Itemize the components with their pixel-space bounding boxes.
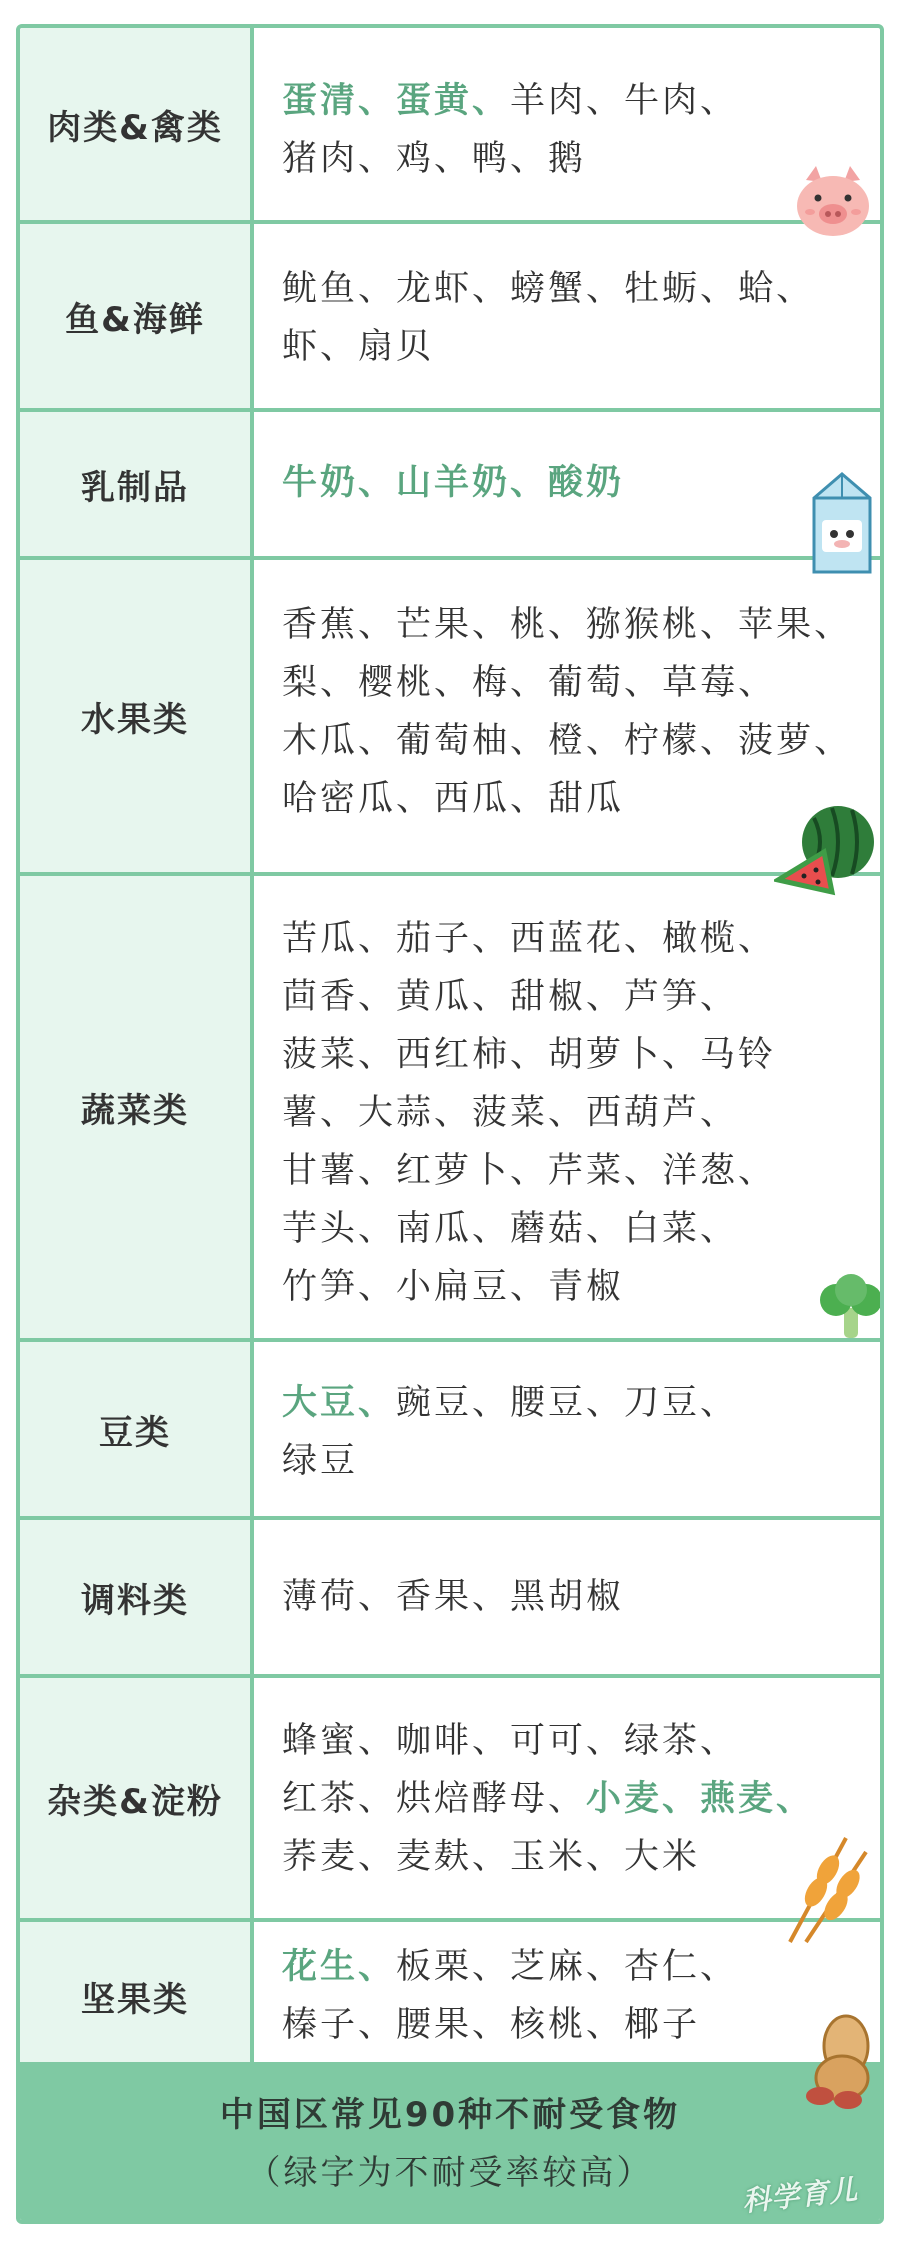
food-item: 蛋清、 (282, 81, 397, 121)
food-item: 芋头、 (282, 1209, 397, 1249)
category-label: 鱼&海鲜 (20, 224, 254, 408)
table-row-fish-seafood (20, 224, 880, 412)
food-item: 小扁豆、 (396, 1267, 549, 1307)
food-item: 蜂蜜、 (282, 1721, 397, 1761)
food-item: 白菜、 (624, 1209, 739, 1249)
food-item: 鹅 (548, 139, 587, 179)
food-item: 甜瓜 (548, 779, 625, 819)
food-item: 牛奶、 (282, 463, 397, 503)
food-item: 菠萝、 (738, 721, 853, 761)
food-item: 茴香、 (282, 977, 397, 1017)
food-item: 胡萝卜、 (548, 1035, 701, 1075)
food-item: 桃、 (510, 605, 587, 645)
food-item: 梅、 (472, 663, 549, 703)
food-item: 橄榄、 (662, 919, 777, 959)
food-item: 刀豆、 (624, 1383, 739, 1423)
table-row-nuts (20, 1922, 880, 2070)
food-item: 梨、 (282, 663, 359, 703)
food-item: 木瓜、 (282, 721, 397, 761)
food-item: 苦瓜、 (282, 919, 397, 959)
food-item: 马铃 (700, 1035, 777, 1075)
food-list (282, 1568, 860, 1626)
food-item: 羊肉、 (510, 81, 625, 121)
table-row-beans (20, 1342, 880, 1520)
category-label: 乳制品 (20, 412, 254, 556)
food-item: 黄瓜、 (396, 977, 511, 1017)
table-row-seasonings (20, 1520, 880, 1678)
food-item: 扇贝 (358, 327, 435, 367)
food-item: 薄荷、 (282, 1577, 397, 1617)
food-item: 青椒 (548, 1267, 625, 1307)
food-item: 洋葱、 (662, 1151, 777, 1191)
food-item: 甜椒、 (510, 977, 625, 1017)
food-item: 樱桃、 (358, 663, 473, 703)
food-item: 鸡、 (396, 139, 473, 179)
table-row-fruits (20, 560, 880, 876)
category-label: 调料类 (20, 1520, 254, 1674)
food-item: 猪肉、 (282, 139, 397, 179)
food-list (282, 1374, 860, 1490)
food-item: 芝麻、 (510, 1947, 625, 1987)
food-item: 荞麦、 (282, 1837, 397, 1877)
food-item: 西红柿、 (396, 1035, 549, 1075)
category-label: 蔬菜类 (20, 876, 254, 1338)
food-item: 牛肉、 (624, 81, 739, 121)
food-item: 猕猴桃、 (586, 605, 739, 645)
food-item: 虾、 (282, 327, 359, 367)
food-item: 腰果、 (396, 2005, 511, 2045)
food-list (282, 1712, 860, 1886)
food-item: 山羊奶、 (396, 463, 549, 503)
food-item: 绿豆 (282, 1441, 359, 1481)
food-item: 大豆、 (282, 1383, 397, 1423)
food-intolerance-table (16, 24, 884, 2224)
table-row-dairy (20, 412, 880, 560)
category-label: 肉类&禽类 (20, 28, 254, 220)
food-list (282, 910, 860, 1316)
food-item: 哈密瓜、 (282, 779, 435, 819)
food-item: 椰子 (624, 2005, 701, 2045)
food-item: 绿茶、 (624, 1721, 739, 1761)
food-item: 甘薯、 (282, 1151, 397, 1191)
food-item: 核桃、 (510, 2005, 625, 2045)
food-item: 大米 (624, 1837, 701, 1877)
food-item: 香蕉、 (282, 605, 397, 645)
food-item: 杏仁、 (624, 1947, 739, 1987)
watermark-logo: 科学育儿 (740, 2173, 860, 2218)
food-item: 草莓、 (662, 663, 777, 703)
peanut-icon (796, 2012, 884, 2112)
table-row-meat-poultry (20, 28, 880, 224)
table-row-vegetables (20, 876, 880, 1342)
food-item: 榛子、 (282, 2005, 397, 2045)
food-item: 龙虾、 (396, 269, 511, 309)
food-item: 蛋黄、 (396, 81, 511, 121)
food-item: 芹菜、 (548, 1151, 663, 1191)
food-item: 黑胡椒 (510, 1577, 625, 1617)
food-item: 红茶、 (282, 1779, 397, 1819)
food-item: 大蒜、 (358, 1093, 473, 1133)
food-item: 南瓜、 (396, 1209, 511, 1249)
food-item: 香果、 (396, 1577, 511, 1617)
food-item: 螃蟹、 (510, 269, 625, 309)
food-item: 板栗、 (396, 1947, 511, 1987)
food-item: 芦笋、 (624, 977, 739, 1017)
category-label: 坚果类 (20, 1922, 254, 2070)
wheat-icon (776, 1828, 880, 1948)
food-item: 西蓝花、 (510, 919, 663, 959)
food-list (282, 454, 860, 512)
food-item: 红萝卜、 (396, 1151, 549, 1191)
food-item: 玉米、 (510, 1837, 625, 1877)
category-label: 水果类 (20, 560, 254, 872)
food-item: 腰豆、 (510, 1383, 625, 1423)
food-list (282, 260, 860, 376)
food-item: 菠菜、 (472, 1093, 587, 1133)
broccoli-icon (816, 1272, 884, 1342)
category-label: 豆类 (20, 1342, 254, 1516)
food-item: 燕麦、 (700, 1779, 815, 1819)
food-list (282, 72, 860, 188)
food-item: 茄子、 (396, 919, 511, 959)
food-item: 豌豆、 (396, 1383, 511, 1423)
food-item: 鸭、 (472, 139, 549, 179)
category-label: 杂类&淀粉 (20, 1678, 254, 1918)
watermelon-icon (774, 800, 878, 896)
food-item: 苹果、 (738, 605, 853, 645)
food-item: 蘑菇、 (510, 1209, 625, 1249)
food-list (282, 1938, 860, 2054)
food-list (282, 596, 860, 828)
food-item: 柠檬、 (624, 721, 739, 761)
food-item: 竹笋、 (282, 1267, 397, 1307)
food-item: 咖啡、 (396, 1721, 511, 1761)
milk-carton-icon (804, 468, 880, 578)
food-item: 牡蛎、 (624, 269, 739, 309)
food-item: 橙、 (548, 721, 625, 761)
food-item: 芒果、 (396, 605, 511, 645)
food-item: 西瓜、 (434, 779, 549, 819)
food-item: 菠菜、 (282, 1035, 397, 1075)
pig-icon (788, 158, 878, 248)
food-item: 鱿鱼、 (282, 269, 397, 309)
food-item: 葡萄、 (548, 663, 663, 703)
food-item: 蛤、 (738, 269, 815, 309)
food-item: 薯、 (282, 1093, 359, 1133)
food-item: 小麦、 (586, 1779, 701, 1819)
food-item: 花生、 (282, 1947, 397, 1987)
caption-note: （绿字为不耐受率较高） (246, 2153, 654, 2193)
food-item: 西葫芦、 (586, 1093, 739, 1133)
food-item: 葡萄柚、 (396, 721, 549, 761)
food-item: 酸奶 (548, 463, 625, 503)
food-item: 可可、 (510, 1721, 625, 1761)
food-item: 麦麸、 (396, 1837, 511, 1877)
caption-title: 中国区常见90种不耐受食物 (219, 2095, 681, 2135)
table-row-misc-starch (20, 1678, 880, 1922)
food-item: 烘焙酵母、 (396, 1779, 587, 1819)
